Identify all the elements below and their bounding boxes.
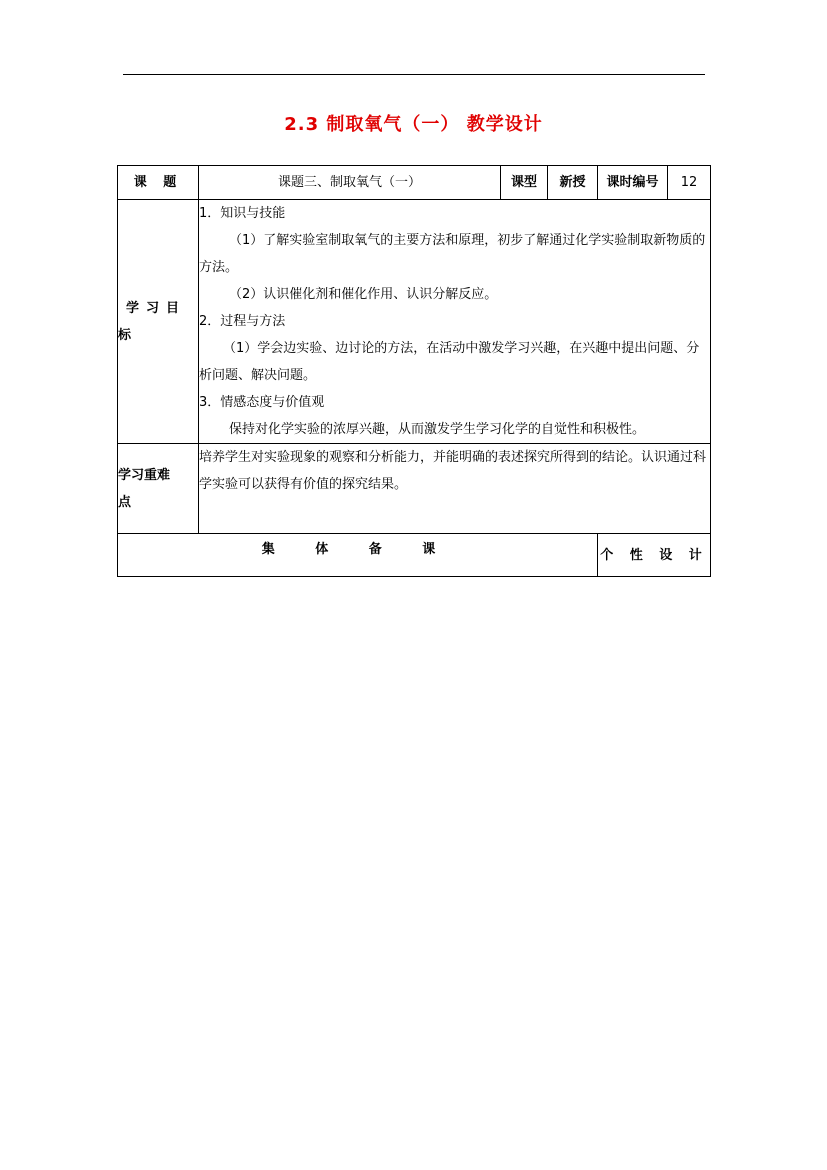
learning-goals-label xyxy=(118,200,199,444)
collective-prep-label: 集 体 备 课 xyxy=(118,534,598,577)
table-row xyxy=(118,534,711,577)
goal-line: （1）学会边实验、边讨论的方法，在活动中激发学习兴趣，在兴趣中提出问题、分析问题、解决问题。 xyxy=(199,341,700,383)
lesson-number-label: 课时编号 xyxy=(598,166,668,200)
goal-line: （2）认识催化剂和催化作用、认识分解反应。 xyxy=(229,287,498,302)
key-difficulties-content: 培养学生对实验现象的观察和分析能力，并能明确的表述探究所得到的结论。认识通过科学实验可以获得有价值的探究结果。 xyxy=(199,444,711,534)
goals-label-line2: 标 xyxy=(118,327,132,343)
goal-line: 2．过程与方法 xyxy=(199,314,286,329)
goal-line: 1．知识与技能 xyxy=(199,206,286,221)
goal-line: 3．情感态度与价值观 xyxy=(199,395,325,410)
lesson-type-value: 新授 xyxy=(548,166,598,200)
topic-label: 课 题 xyxy=(118,166,199,200)
topic-value: 课题三、制取氧气（一） xyxy=(199,166,501,200)
goal-line: （1）了解实验室制取氧气的主要方法和原理，初步了解通过化学实验制取新物质的方法。 xyxy=(199,233,706,275)
personal-design-label: 个 性 设 计 xyxy=(598,534,711,577)
table-row xyxy=(118,166,711,200)
goal-line: 保持对化学实验的浓厚兴趣，从而激发学生学习化学的自觉性和积极性。 xyxy=(229,422,646,437)
difficulty-label-line2: 点 xyxy=(118,494,132,510)
document-title: 2.3 制取氧气（一） 教学设计 xyxy=(284,114,543,135)
learning-goals-content xyxy=(199,200,711,444)
header-rule xyxy=(123,74,705,75)
lesson-type-label: 课型 xyxy=(501,166,548,200)
difficulty-label-line1: 学习重难 xyxy=(118,467,171,483)
lesson-number-value: 12 xyxy=(668,166,711,200)
lesson-plan-table xyxy=(117,165,711,577)
table-row xyxy=(118,444,711,534)
table-row xyxy=(118,200,711,444)
goals-label-line1: 学习目 xyxy=(126,300,187,316)
key-difficulties-label xyxy=(118,444,199,534)
